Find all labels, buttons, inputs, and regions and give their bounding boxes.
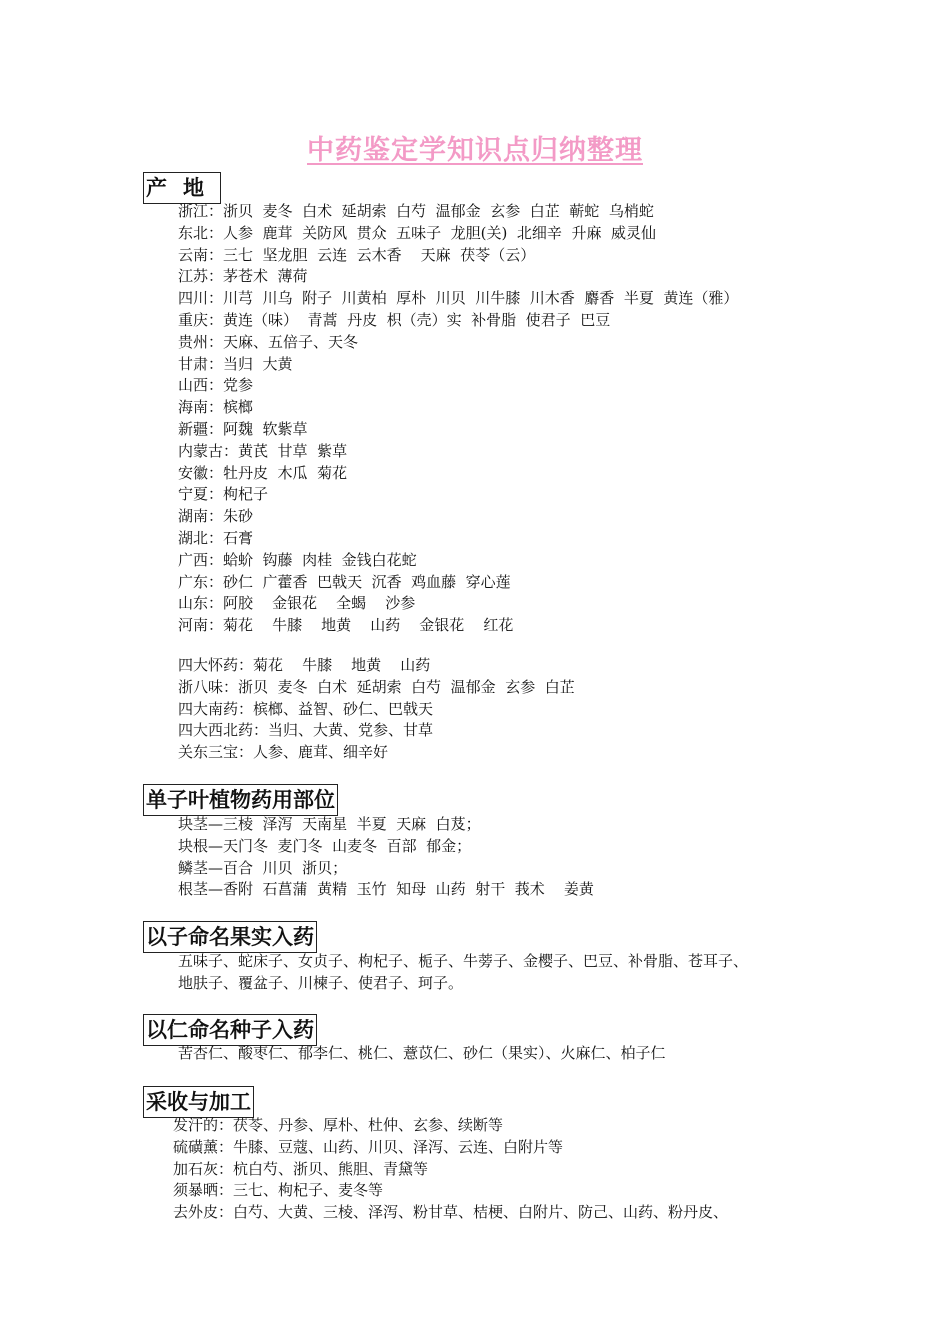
seed-list xyxy=(178,1043,666,1065)
processing-line: 须暴晒：三七、枸杞子、麦冬等 xyxy=(173,1181,384,1200)
monocot-line: 块茎—三棱 泽泻 天南星 半夏 天麻 白芨； xyxy=(178,815,481,833)
fruit-line: 五味子、蛇床子、女贞子、枸杞子、栀子、牛蒡子、金樱子、巴豆、补骨脂、苍耳子、 xyxy=(178,952,749,970)
origin-groups xyxy=(178,655,575,764)
origin-line: 海南：槟榔 xyxy=(178,398,254,417)
origin-line: 甘肃：当归 大黄 xyxy=(178,354,293,373)
monocot-list xyxy=(178,814,594,901)
origin-line: 江苏：茅苍术 薄荷 xyxy=(178,267,308,286)
group-line: 四大怀药：菊花 牛膝 地黄 山药 xyxy=(178,656,431,674)
monocot-line: 鳞茎—百合 川贝 浙贝； xyxy=(178,858,348,877)
origin-line: 云南：三七 坚龙胆 云连 云木香 天麻 茯苓（云） xyxy=(178,245,536,264)
group-line: 四大南药：槟榔、益智、砂仁、巴戟天 xyxy=(178,699,434,718)
origin-line: 贵州：天麻、五倍子、天冬 xyxy=(178,332,359,351)
origin-line: 山西：党参 xyxy=(178,376,254,395)
origin-line: 安徽：牡丹皮 木瓜 菊花 xyxy=(178,463,348,482)
fruit-line: 地肤子、覆盆子、川楝子、使君子、珂子。 xyxy=(178,973,464,992)
processing-line: 去外皮：白芍、大黄、三棱、泽泻、粉甘草、桔梗、白附片、防己、山药、粉丹皮、 xyxy=(173,1203,729,1222)
origin-line: 宁夏：枸杞子 xyxy=(178,485,269,504)
origin-line: 湖北：石膏 xyxy=(178,528,254,547)
processing-line: 加石灰：杭白芍、浙贝、熊胆、青黛等 xyxy=(173,1159,429,1178)
group-line: 四大西北药：当归、大黄、党参、甘草 xyxy=(178,721,434,740)
monocot-line: 根茎—香附 石菖蒲 黄精 玉竹 知母 山药 射干 莪术 姜黄 xyxy=(178,880,594,899)
origin-line: 河南：菊花 牛膝 地黄 山药 金银花 红花 xyxy=(178,616,514,635)
fruit-list xyxy=(178,951,748,995)
section-heading-seed: 以仁命名种子入药 xyxy=(143,1014,317,1046)
group-line: 浙八味：浙贝 麦冬 白术 延胡索 白芍 温郁金 玄参 白芷 xyxy=(178,677,575,696)
origin-line: 广东：砂仁 广藿香 巴戟天 沉香 鸡血藤 穿心莲 xyxy=(178,572,511,591)
origin-line: 新疆：阿魏 软紫草 xyxy=(178,419,308,438)
origin-line: 内蒙古：黄芪 甘草 紫草 xyxy=(178,441,348,460)
origin-line: 东北：人参 鹿茸 关防风 贯众 五味子 龙胆(关) 北细辛 升麻 威灵仙 xyxy=(178,223,656,242)
processing-list xyxy=(173,1115,728,1224)
section-heading-processing: 采收与加工 xyxy=(143,1086,254,1118)
document-title: 中药鉴定学知识点归纳整理 xyxy=(307,135,643,166)
processing-line: 硫磺薰：牛膝、豆蔻、山药、川贝、泽泻、云连、白附片等 xyxy=(173,1137,564,1156)
section-heading-origin: 产地 xyxy=(143,172,221,204)
origin-line: 四川：川芎 川乌 附子 川黄柏 厚朴 川贝 川牛膝 川木香 麝香 半夏 黄连（雅） xyxy=(178,289,739,308)
group-line: 关东三宝：人参、鹿茸、细辛好 xyxy=(178,743,389,762)
origin-line: 广西：蛤蚧 钩藤 肉桂 金钱白花蛇 xyxy=(178,550,417,569)
origin-line: 山东：阿胶 金银花 全蝎 沙参 xyxy=(178,594,416,613)
origin-list xyxy=(178,201,738,637)
section-heading-fruit: 以子命名果实入药 xyxy=(143,921,317,953)
origin-line: 浙江：浙贝 麦冬 白术 延胡索 白芍 温郁金 玄参 白芷 蕲蛇 乌梢蛇 xyxy=(178,202,654,220)
seed-line: 苦杏仁、酸枣仁、郁李仁、桃仁、薏苡仁、砂仁（果实）、火麻仁、柏子仁 xyxy=(178,1044,666,1062)
origin-line: 重庆：黄连（味） 青蒿 丹皮 枳（壳）实 补骨脂 使君子 巴豆 xyxy=(178,310,611,329)
monocot-line: 块根—天门冬 麦门冬 山麦冬 百部 郁金； xyxy=(178,836,472,855)
origin-line: 湖南：朱砂 xyxy=(178,507,254,526)
section-heading-monocot: 单子叶植物药用部位 xyxy=(143,784,338,816)
processing-line: 发汗的：茯苓、丹参、厚朴、杜仲、玄参、续断等 xyxy=(173,1116,504,1134)
